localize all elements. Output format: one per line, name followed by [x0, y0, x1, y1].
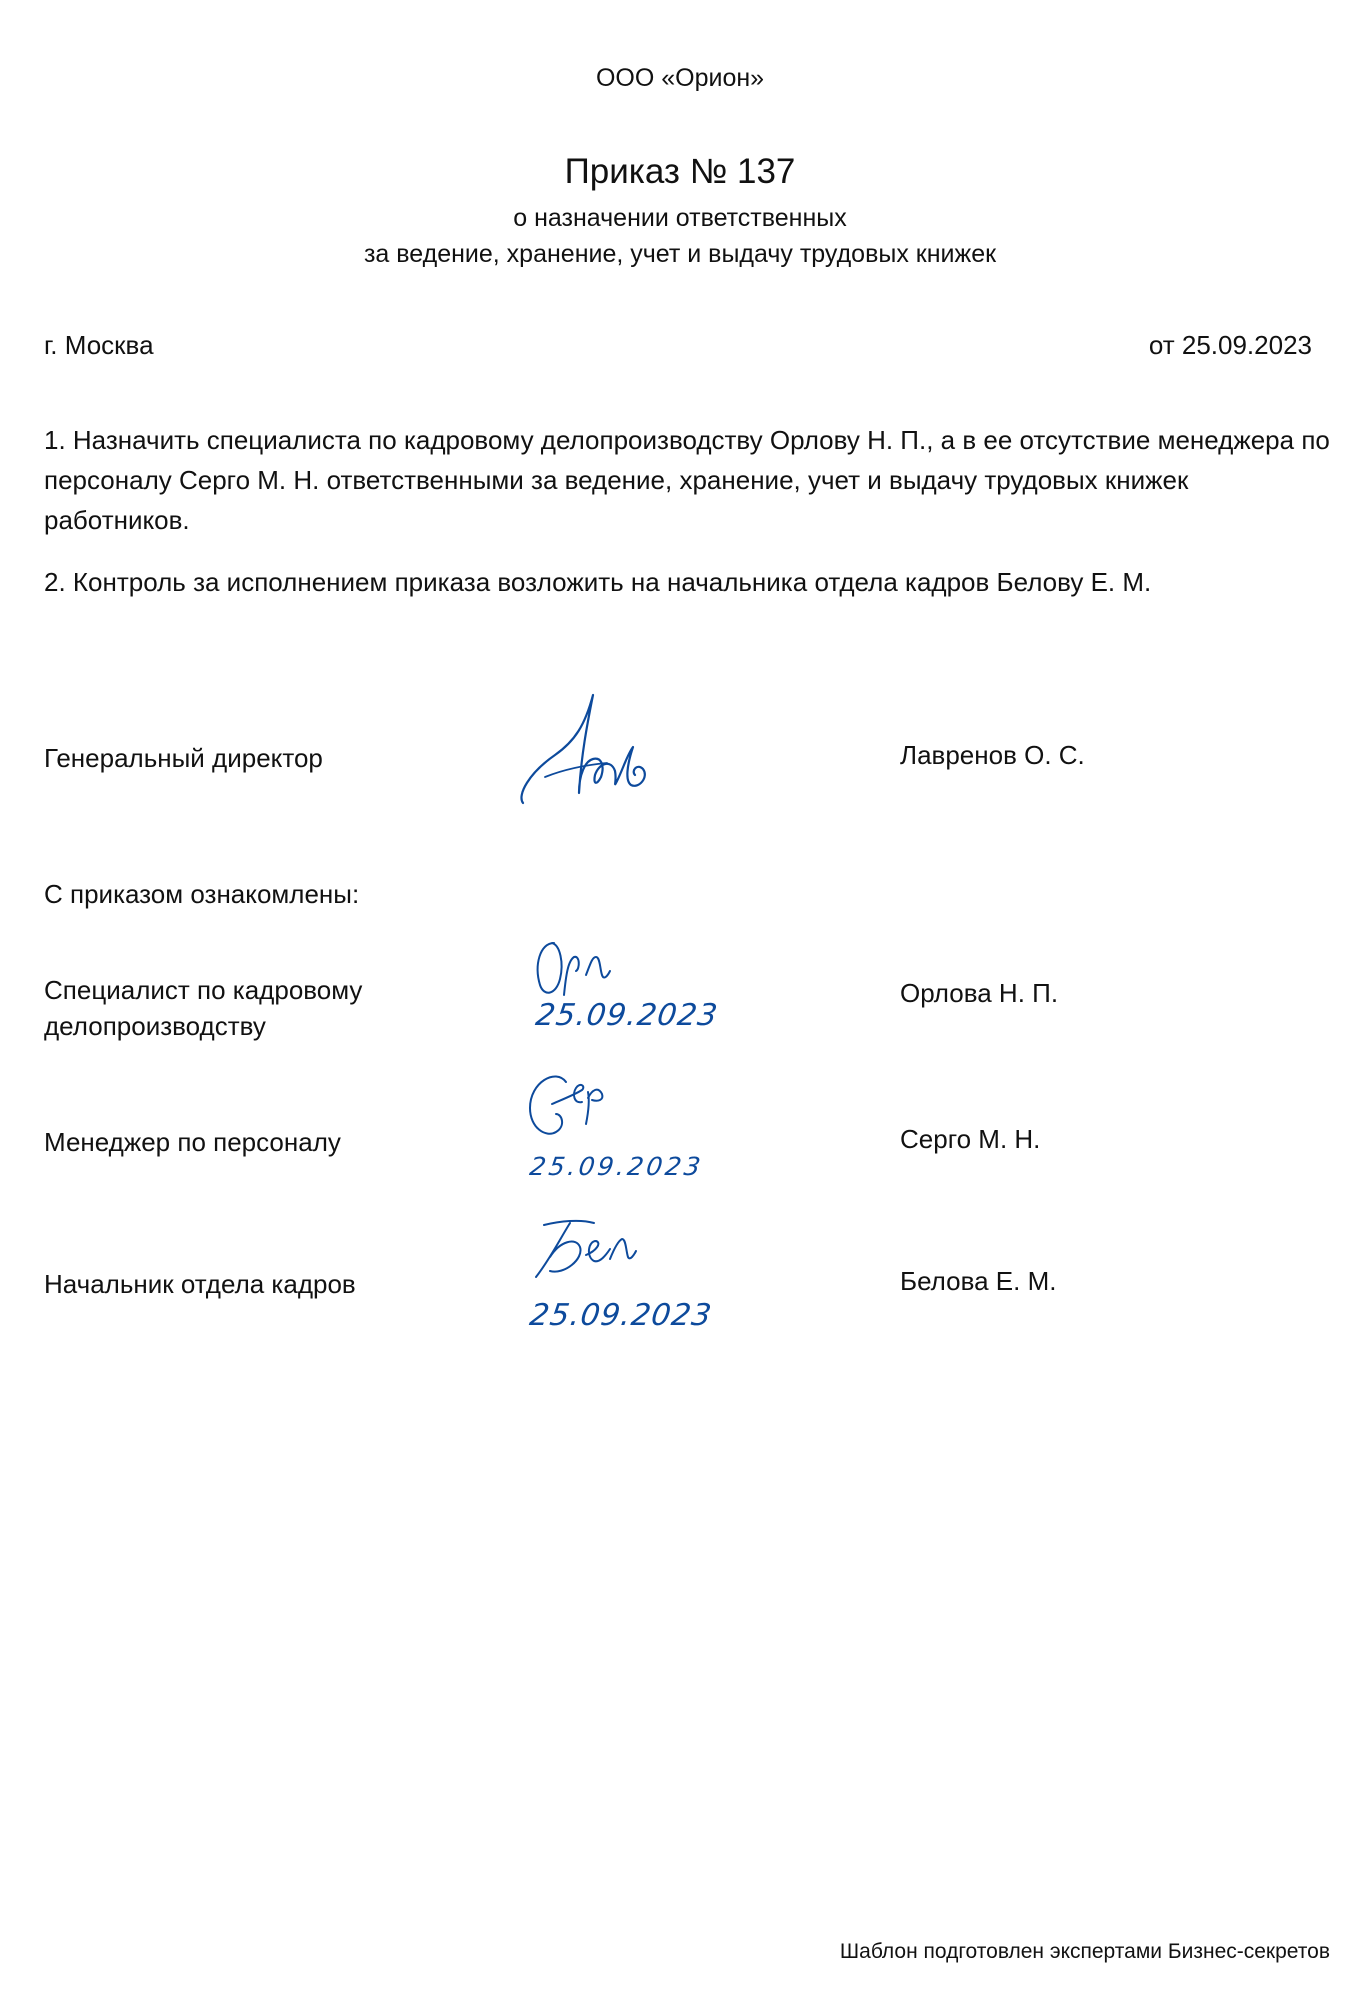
signer-3-position-line-1: Начальник отдела кадров: [44, 1269, 356, 1299]
signer-2-signature: [526, 1068, 646, 1153]
subtitle-line-1: о назначении ответственных: [513, 204, 847, 232]
signer-1-position: [44, 972, 362, 1044]
director-position: Генеральный директор: [44, 743, 323, 773]
director-signature: [515, 685, 685, 820]
signer-3-name: Белова Е. М.: [900, 1266, 1057, 1296]
signer-1-position-line-2: делопроизводству: [44, 1011, 266, 1041]
signer-2-position: [44, 1124, 341, 1160]
signer-3-signature-date: 25.09.2023: [527, 1298, 715, 1333]
signer-1-signature-date: 25.09.2023: [533, 998, 721, 1033]
order-subtitle: [0, 200, 1360, 272]
signature-orl-icon: [530, 935, 640, 1005]
signer-2-signature-date: 25.09.2023: [527, 1152, 706, 1181]
organization-name: ООО «Орион»: [595, 64, 765, 92]
director-name: Лавренов О. С.: [900, 740, 1085, 770]
city: г. Москва: [44, 330, 154, 360]
order-item-1: 1. Назначить специалиста по кадровому делопроизводству Орлову Н. П., а в ее отсутствие менеджера по персоналу Серго М. Н. ответственными за ведение, хранение, учет и выдачу трудовых книжек работников.: [44, 425, 1330, 535]
signer-1-name: Орлова Н. П.: [900, 978, 1059, 1008]
signer-1-position-line-1: Специалист по кадровому: [44, 975, 363, 1005]
footer-note: Шаблон подготовлен экспертами Бизнес-секретов: [839, 1940, 1330, 1963]
signature-lav-icon: [515, 685, 685, 815]
signer-3-position: [44, 1266, 356, 1302]
subtitle-line-2: за ведение, хранение, учет и выдачу трудовых книжек: [363, 240, 997, 268]
signature-bel-icon: [530, 1215, 650, 1285]
signer-2-position-line-1: Менеджер по персоналу: [44, 1127, 341, 1157]
signature-ser-icon: [526, 1068, 646, 1148]
signer-3-signature: [530, 1215, 650, 1290]
order-title: Приказ № 137: [564, 152, 796, 191]
acknowledgment-heading: С приказом ознакомлены:: [44, 879, 360, 909]
signer-2-name: Серго М. Н.: [900, 1124, 1041, 1154]
order-date: от 25.09.2023: [1148, 330, 1312, 360]
order-item-2: 2. Контроль за исполнением приказа возложить на начальника отдела кадров Белову Е. М.: [44, 567, 1152, 597]
